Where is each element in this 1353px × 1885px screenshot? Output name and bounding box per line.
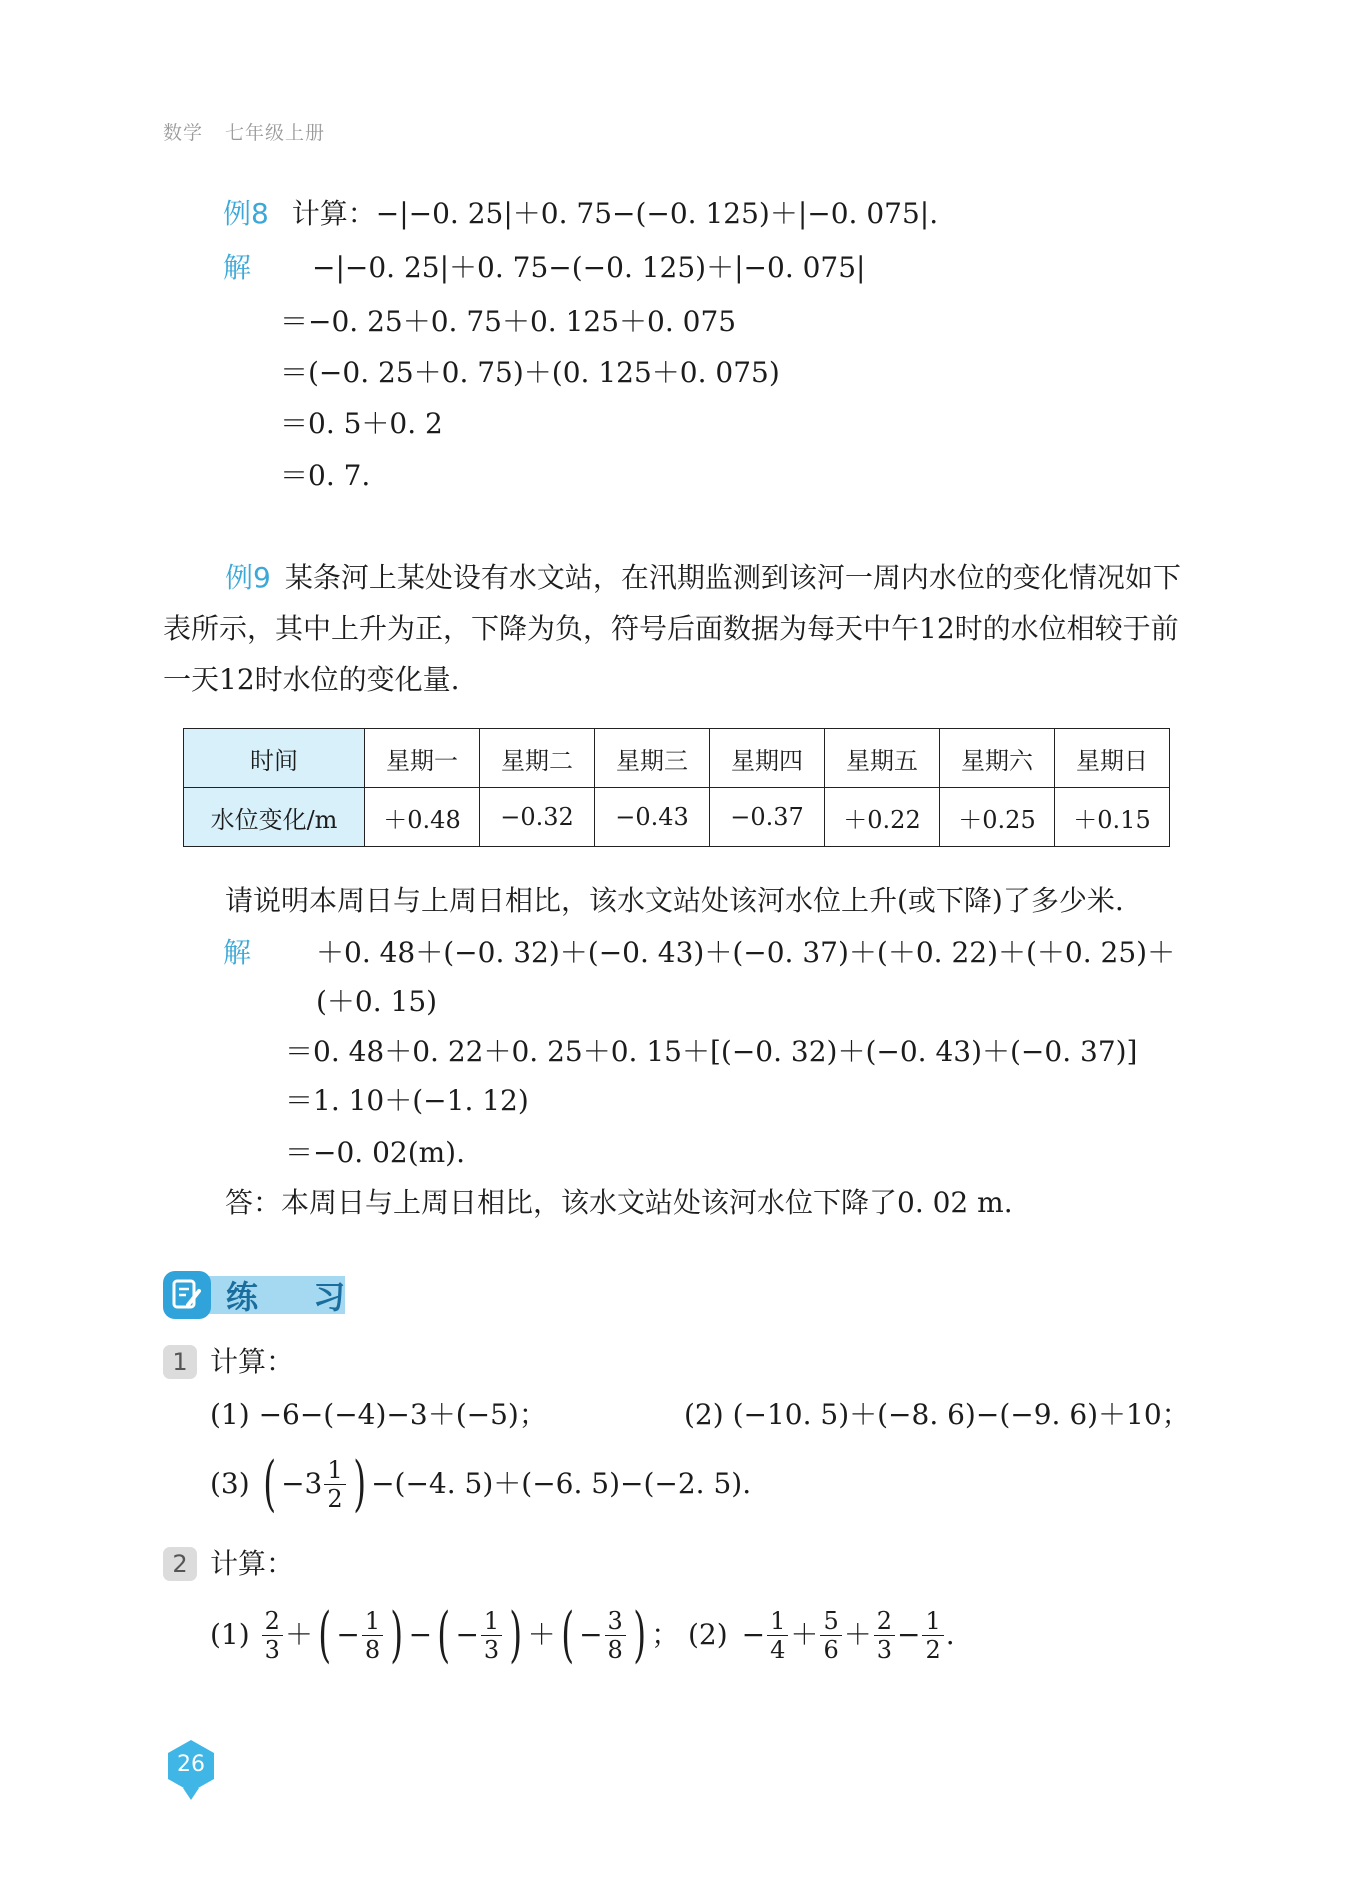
example8-step: ＝(−0. 25＋0. 75)＋(0. 125＋0. 075) [280, 356, 780, 389]
exercise1-part3-label: (3) [210, 1467, 250, 1500]
fraction-numerator: 1 [362, 1607, 383, 1636]
example8-solution-label: 解 [223, 251, 252, 284]
example9-answer: 答：本周日与上周日相比，该水文站处该河水位下降了0. 02 m. [225, 1186, 1013, 1219]
example9-step: ＝−0. 02(m). [285, 1136, 466, 1169]
fraction-numerator: 1 [767, 1607, 788, 1636]
example9-step: ＋0. 48＋(−0. 32)＋(−0. 43)＋(−0. 37)＋(＋0. 22)＋(＋0. 25)＋ [316, 936, 1176, 969]
fraction-numerator: 1 [481, 1607, 502, 1636]
table-day-cell: 星期五 [825, 729, 940, 788]
table-day-cell: 星期四 [710, 729, 825, 788]
table-value-cell: −0.37 [710, 788, 825, 847]
table-row-label: 水位变化/m [184, 788, 365, 847]
example9-label: 例9 [225, 561, 271, 594]
fraction-denominator: 2 [925, 1635, 941, 1664]
example9-step: ＝0. 48＋0. 22＋0. 25＋0. 15＋[(−0. 32)＋(−0. 43)＋(−0. 37)] [285, 1035, 1138, 1068]
minus-sign: − [336, 1618, 360, 1651]
plus-sign: ＋ [790, 1618, 819, 1651]
minus-sign: − [455, 1618, 479, 1651]
fraction-numerator: 1 [324, 1456, 345, 1485]
fraction [362, 1607, 383, 1664]
fraction-denominator: 3 [876, 1635, 893, 1664]
example9-problem-paragraph [163, 552, 1191, 705]
exercise2-prompt: 计算： [210, 1547, 295, 1580]
fraction-denominator: 8 [364, 1635, 381, 1664]
plus-sign: ＋ [284, 1618, 313, 1651]
fraction-numerator: 2 [874, 1607, 895, 1636]
fraction-denominator: 4 [770, 1635, 786, 1664]
fraction [481, 1607, 502, 1664]
fraction [605, 1607, 626, 1664]
exercise1-part3 [210, 1447, 751, 1521]
right-paren: ) [633, 1600, 646, 1670]
fraction-numerator: 2 [262, 1607, 283, 1636]
page-number: 26 [177, 1752, 205, 1777]
minus-sign: − [408, 1618, 433, 1651]
right-paren: ) [352, 1449, 366, 1519]
fraction [262, 1607, 283, 1664]
page-number-badge [163, 1738, 213, 1788]
table-header-label: 时间 [184, 729, 365, 788]
exercise2-part2-label: (2) [688, 1618, 728, 1651]
example8-problem: 计算：−|−0. 25|＋0. 75−(−0. 125)＋|−0. 075|. [291, 197, 939, 230]
table-value-cell: ＋0.25 [940, 788, 1055, 847]
exercise1-prompt: 计算： [210, 1345, 295, 1378]
example8-step: −|−0. 25|＋0. 75−(−0. 125)＋|−0. 075| [312, 251, 866, 284]
table-header-row [184, 729, 1170, 788]
period: . [945, 1618, 955, 1651]
fraction-numerator: 1 [922, 1607, 943, 1636]
table-value-cell: ＋0.15 [1055, 788, 1170, 847]
fraction-denominator: 3 [264, 1635, 280, 1664]
minus-sign: − [579, 1618, 603, 1651]
table-day-cell: 星期二 [480, 729, 595, 788]
exercise2-part1 [210, 1596, 679, 1674]
plus-sign: ＋ [527, 1618, 556, 1651]
header-subject: 数学 [163, 122, 204, 144]
semicolon: ； [651, 1618, 680, 1651]
fraction-denominator: 8 [607, 1635, 623, 1664]
exercise-pencil-icon [163, 1271, 211, 1319]
left-paren: ( [262, 1449, 276, 1519]
fraction [324, 1456, 345, 1513]
exercise2-number: 2 [163, 1547, 197, 1581]
example9-step: ＝1. 10＋(−1. 12) [285, 1084, 529, 1117]
water-level-table [183, 728, 1170, 847]
mixed-number-whole: −3 [281, 1467, 323, 1500]
table-value-cell: −0.32 [480, 788, 595, 847]
table-value-cell: ＋0.48 [365, 788, 480, 847]
running-header [163, 118, 325, 145]
table-value-cell: ＋0.22 [825, 788, 940, 847]
fraction [820, 1607, 841, 1664]
fraction [922, 1607, 943, 1664]
right-paren: ) [509, 1600, 523, 1670]
table-day-cell: 星期六 [940, 729, 1055, 788]
fraction-numerator: 5 [820, 1607, 841, 1636]
example8-step: ＝0. 5＋0. 2 [280, 407, 443, 440]
table-value-cell: −0.43 [595, 788, 710, 847]
minus-sign: − [741, 1618, 766, 1651]
exercise2-part2 [688, 1596, 955, 1674]
exercise2-part1-label: (1) [210, 1618, 250, 1651]
example9-step: (＋0. 15) [316, 985, 438, 1018]
header-grade: 七年级上册 [225, 122, 326, 144]
table-day-cell: 星期日 [1055, 729, 1170, 788]
left-paren: ( [560, 1600, 574, 1670]
fraction-denominator: 6 [823, 1635, 839, 1664]
left-paren: ( [437, 1600, 451, 1670]
table-value-row [184, 788, 1170, 847]
fraction [767, 1607, 788, 1664]
example8-label: 例8 [223, 197, 269, 230]
fraction-numerator: 3 [605, 1607, 626, 1636]
right-paren: ) [390, 1600, 404, 1670]
table-day-cell: 星期一 [365, 729, 480, 788]
exercise-title: 练 习 [226, 1278, 368, 1316]
minus-sign: − [897, 1618, 921, 1651]
example9-solution-label: 解 [223, 936, 252, 969]
exercise1-number: 1 [163, 1345, 197, 1379]
example9-question: 请说明本周日与上周日相比，该水文站处该河水位上升(或下降)了多少米. [225, 884, 1124, 917]
example8-step: ＝−0. 25＋0. 75＋0. 125＋0. 075 [280, 305, 737, 338]
fraction-denominator: 3 [483, 1635, 500, 1664]
exercise1-part1: (1) −6−(−4)−3＋(−5)； [210, 1398, 547, 1431]
table-day-cell: 星期三 [595, 729, 710, 788]
left-paren: ( [318, 1600, 332, 1670]
exercise1-part3-rest: −(−4. 5)＋(−6. 5)−(−2. 5). [371, 1467, 752, 1500]
fraction-denominator: 2 [327, 1484, 343, 1513]
plus-sign: ＋ [843, 1618, 872, 1651]
example9-problem: 某条河上某处设有水文站，在汛期监测到该河一周内水位的变化情况如下表所示，其中上升为正，下降为负，符号后面数据为每天中午12时的水位相较于前一天12时水位的变化量. [163, 561, 1181, 696]
fraction [874, 1607, 895, 1664]
example8-step: ＝0. 7. [280, 459, 371, 492]
exercise1-part2: (2) (−10. 5)＋(−8. 6)−(−9. 6)＋10； [684, 1398, 1190, 1431]
example8-problem-line [223, 194, 938, 234]
